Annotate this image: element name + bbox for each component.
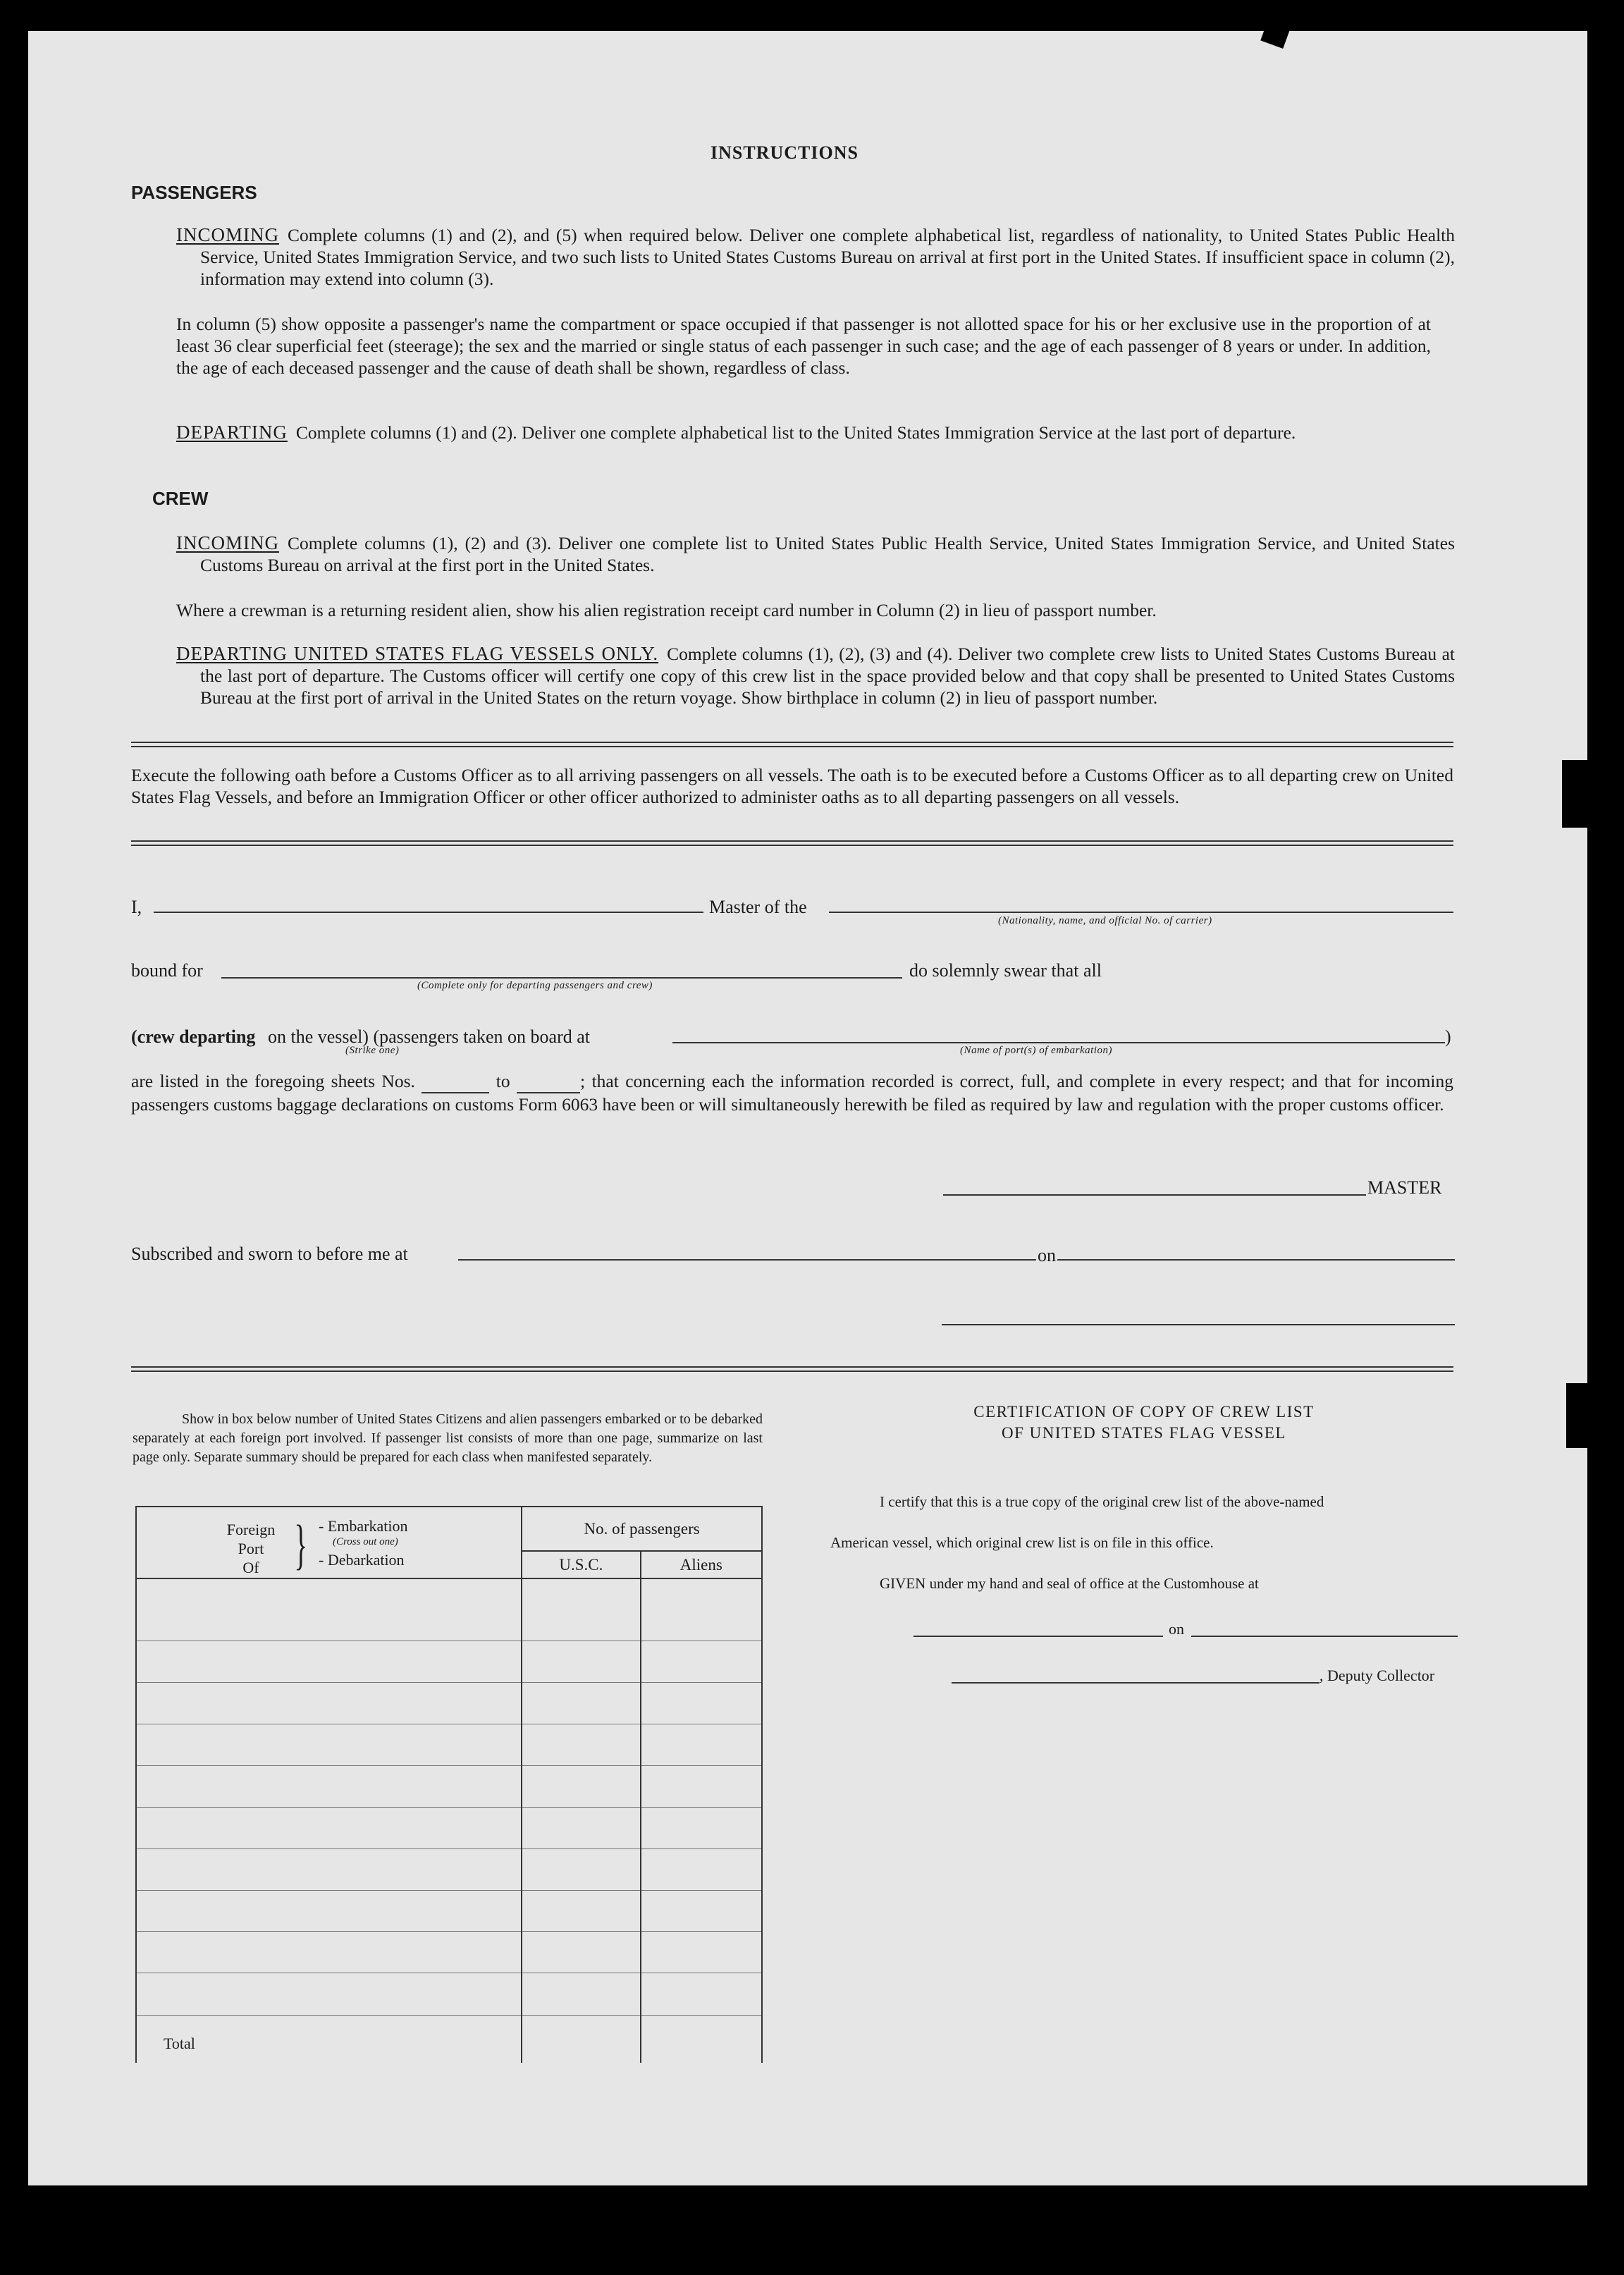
strike-caption: (Strike one) [345, 1045, 400, 1056]
crew-departing-paragraph [176, 643, 1455, 709]
usc-cell[interactable] [522, 1765, 640, 1807]
passengers-departing-lead: DEPARTING [176, 422, 288, 443]
aliens-total-cell[interactable] [641, 2015, 762, 2063]
carrier-field[interactable] [829, 912, 1453, 913]
aliens-cell[interactable] [641, 1973, 762, 2015]
crew-departing-label: (crew departing [131, 1026, 256, 1047]
sheet-from-field[interactable] [422, 1070, 489, 1093]
certification-title [830, 1402, 1458, 1444]
usc-header: U.S.C. [522, 1551, 640, 1578]
brace-icon: } [294, 1514, 308, 1575]
no-passengers-header: No. of passengers [522, 1507, 762, 1551]
table-row [136, 1848, 762, 1890]
deputy-collector-label: , Deputy Collector [1320, 1667, 1435, 1684]
aliens-cell[interactable] [641, 1807, 762, 1848]
passengers-incoming-lead: INCOMING [176, 224, 279, 245]
sheets-text-start: are listed in the foregoing sheets Nos. [131, 1071, 415, 1091]
passengers-incoming-paragraph [176, 224, 1455, 290]
cross-out-caption: (Cross out one) [333, 1536, 398, 1547]
port-cell[interactable] [136, 1848, 522, 1890]
usc-cell[interactable] [522, 1973, 640, 2015]
table-row [136, 1973, 762, 2015]
total-label: Total [136, 2015, 522, 2063]
scan-mark-right-1 [1562, 760, 1587, 828]
port-cell[interactable] [136, 1765, 522, 1807]
summary-instruction: Show in box below number of United States Citizens and alien passengers embarked or to be debarked separately at each foreign port involved. If passenger list consists of more than one page, summarize on last page only. Separate summary should be prepared for each class when manifested separately. [133, 1411, 763, 1465]
deputy-signature-field[interactable] [952, 1682, 1320, 1684]
carrier-caption: (Nationality, name, and official No. of carrier) [998, 915, 1212, 926]
usc-cell[interactable] [522, 1578, 640, 1641]
sheets-paragraph [131, 1070, 1453, 1115]
divider-rule [131, 742, 1453, 743]
passengers-incoming-text: Complete columns (1) and (2), and (5) when required below. Deliver one complete alphabetical list, regardless of nationality, to United States Public Health Service, United States Immigration Service, and two such lists to United States Customs Bureau on arrival at first port in the United States. If insufficient space in column (2), information may extend into column (3). [200, 225, 1455, 289]
passengers-departing-text: Complete columns (1) and (2). Deliver one complete alphabetical list to the United States Immigration Service at the last port of departure. [295, 422, 1296, 443]
sheet-to-field[interactable] [517, 1070, 580, 1093]
aliens-cell[interactable] [641, 1932, 762, 1973]
passenger-summary-table [135, 1506, 763, 2063]
master-of-label: Master of the [709, 897, 807, 917]
master-name-field[interactable] [154, 912, 703, 913]
port-cell[interactable] [136, 1724, 522, 1765]
aliens-cell[interactable] [641, 1682, 762, 1724]
usc-cell[interactable] [522, 1807, 640, 1848]
oath-intro: Execute the following oath before a Customs Officer as to all arriving passengers on all vessels. The oath is to be executed before a Customs Officer as to all departing crew on United States Flag Vessels, and before an Immigration Officer or other officer authorized to administer oaths as to all departing passengers on all vessels. [131, 765, 1453, 807]
crew-heading: CREW [152, 488, 209, 509]
aliens-cell[interactable] [641, 1724, 762, 1765]
embarkation-option[interactable]: - Embarkation [319, 1517, 408, 1535]
master-signature-field[interactable] [943, 1194, 1366, 1196]
port-cell[interactable] [136, 1578, 522, 1641]
divider-rule [131, 840, 1453, 842]
port-cell[interactable] [136, 1682, 522, 1724]
master-label: MASTER [1367, 1177, 1442, 1198]
certification-on-label: on [1169, 1620, 1184, 1638]
certification-title-line2: OF UNITED STATES FLAG VESSEL [1002, 1424, 1286, 1442]
header-port: Port [238, 1540, 264, 1557]
divider-rule [131, 1366, 1453, 1368]
subscribed-label: Subscribed and sworn to before me at [131, 1244, 408, 1264]
passengers-heading: PASSENGERS [131, 182, 257, 203]
table-row [136, 1807, 762, 1848]
crew-resident-paragraph: Where a crewman is a returning resident alien, show his alien registration receipt card number in Column (2) in lieu of passport number. [176, 600, 1157, 620]
usc-cell[interactable] [522, 1848, 640, 1890]
swear-label: do solemnly swear that all [909, 960, 1102, 981]
debarkation-option[interactable]: - Debarkation [319, 1551, 405, 1569]
sheets-text-rest: ; that concerning each the information recorded is correct, full, and complete in every respect; and that for incoming passengers customs baggage declarations on customs Form 6063 have been or will simultaneously herewith be filed as required by law and regulation with the proper customs officer. [131, 1071, 1454, 1115]
certification-date-field[interactable] [1191, 1636, 1458, 1637]
page-title: INSTRUCTIONS [710, 142, 859, 163]
header-of: Of [242, 1559, 259, 1576]
divider-rule [131, 1370, 1453, 1372]
crew-incoming-lead: INCOMING [176, 532, 279, 553]
crew-incoming-paragraph [176, 532, 1455, 576]
aliens-cell[interactable] [641, 1848, 762, 1890]
port-cell[interactable] [136, 1932, 522, 1973]
crew-incoming-text: Complete columns (1), (2) and (3). Deliver one complete list to United States Public Health Service, United States Immigration Service, and United States Customs Bureau on arrival at the first port in the United States. [200, 533, 1455, 575]
officer-signature-field[interactable] [942, 1324, 1455, 1325]
usc-cell[interactable] [522, 1932, 640, 1973]
passengers-departing-paragraph [176, 422, 1455, 443]
table-row [136, 1724, 762, 1765]
usc-total-cell[interactable] [522, 2015, 640, 2063]
port-cell[interactable] [136, 1890, 522, 1932]
port-caption: (Name of port(s) of embarkation) [960, 1045, 1112, 1056]
usc-cell[interactable] [522, 1641, 640, 1682]
sworn-on-label: on [1038, 1245, 1056, 1265]
given-text: GIVEN under my hand and seal of office at the Customhouse at [880, 1575, 1259, 1592]
certify-line2: American vessel, which original crew list is on file in this office. [830, 1534, 1214, 1551]
table-row [136, 1932, 762, 1973]
table-row [136, 1682, 762, 1724]
usc-cell[interactable] [522, 1682, 640, 1724]
aliens-cell[interactable] [641, 1765, 762, 1807]
table-row [136, 1641, 762, 1682]
port-cell[interactable] [136, 1641, 522, 1682]
on-vessel-label: on the vessel) (passengers taken on board at [268, 1026, 591, 1047]
sworn-place-field[interactable] [458, 1259, 1036, 1261]
certify-line1: I certify that this is a true copy of the original crew list of the above-named [880, 1493, 1324, 1510]
certification-title-line1: CERTIFICATION OF COPY OF CREW LIST [973, 1403, 1315, 1421]
passengers-column5-paragraph: In column (5) show opposite a passenger's name the compartment or space occupied if that passenger is not allotted space for his or her exclusive use in the proportion of at least 36 clear superficial feet (steerage); the sex and the married or single status of each passenger in such case; and the age of each passenger of 8 years or under. In addition, the age of each deceased passenger and the cause of death shall be shown, regardless of class. [176, 314, 1431, 378]
sworn-date-field[interactable] [1057, 1259, 1455, 1261]
crew-departing-lead: DEPARTING UNITED STATES FLAG VESSELS ONLY. [176, 643, 659, 664]
port-cell[interactable] [136, 1807, 522, 1848]
usc-cell[interactable] [522, 1724, 640, 1765]
embarkation-port-field[interactable] [672, 1042, 1445, 1043]
customhouse-field[interactable] [914, 1636, 1163, 1637]
table-row [136, 1578, 762, 1641]
oath-i-label: I, [131, 897, 142, 917]
aliens-cell[interactable] [641, 1641, 762, 1682]
total-row [136, 2015, 762, 2063]
aliens-header: Aliens [641, 1551, 762, 1578]
sheets-to-label: to [496, 1071, 510, 1091]
bound-for-caption: (Complete only for departing passengers and crew) [417, 980, 653, 991]
header-foreign: Foreign [226, 1521, 276, 1538]
divider-rule [131, 746, 1453, 747]
usc-cell[interactable] [522, 1890, 640, 1932]
divider-rule [131, 845, 1453, 846]
bound-for-field[interactable] [221, 977, 902, 979]
crew-departing-text: Complete columns (1), (2), (3) and (4). Deliver two complete crew lists to United States Customs Bureau at the last port of departure. The Customs officer will certify one copy of this crew list in the space provided below and that copy shall be presented to United States Customs Bureau at the first port of arrival in the United States on the return voyage. Show birthplace in column (2) in lieu of passport number. [200, 644, 1455, 708]
close-paren: ) [1445, 1026, 1451, 1047]
aliens-cell[interactable] [641, 1890, 762, 1932]
scan-mark-right-2 [1566, 1383, 1587, 1448]
aliens-cell[interactable] [641, 1578, 762, 1641]
table-row [136, 1890, 762, 1932]
table-row [136, 1765, 762, 1807]
bound-for-label: bound for [131, 960, 203, 981]
port-cell[interactable] [136, 1973, 522, 2015]
foreign-port-header [136, 1507, 522, 1578]
